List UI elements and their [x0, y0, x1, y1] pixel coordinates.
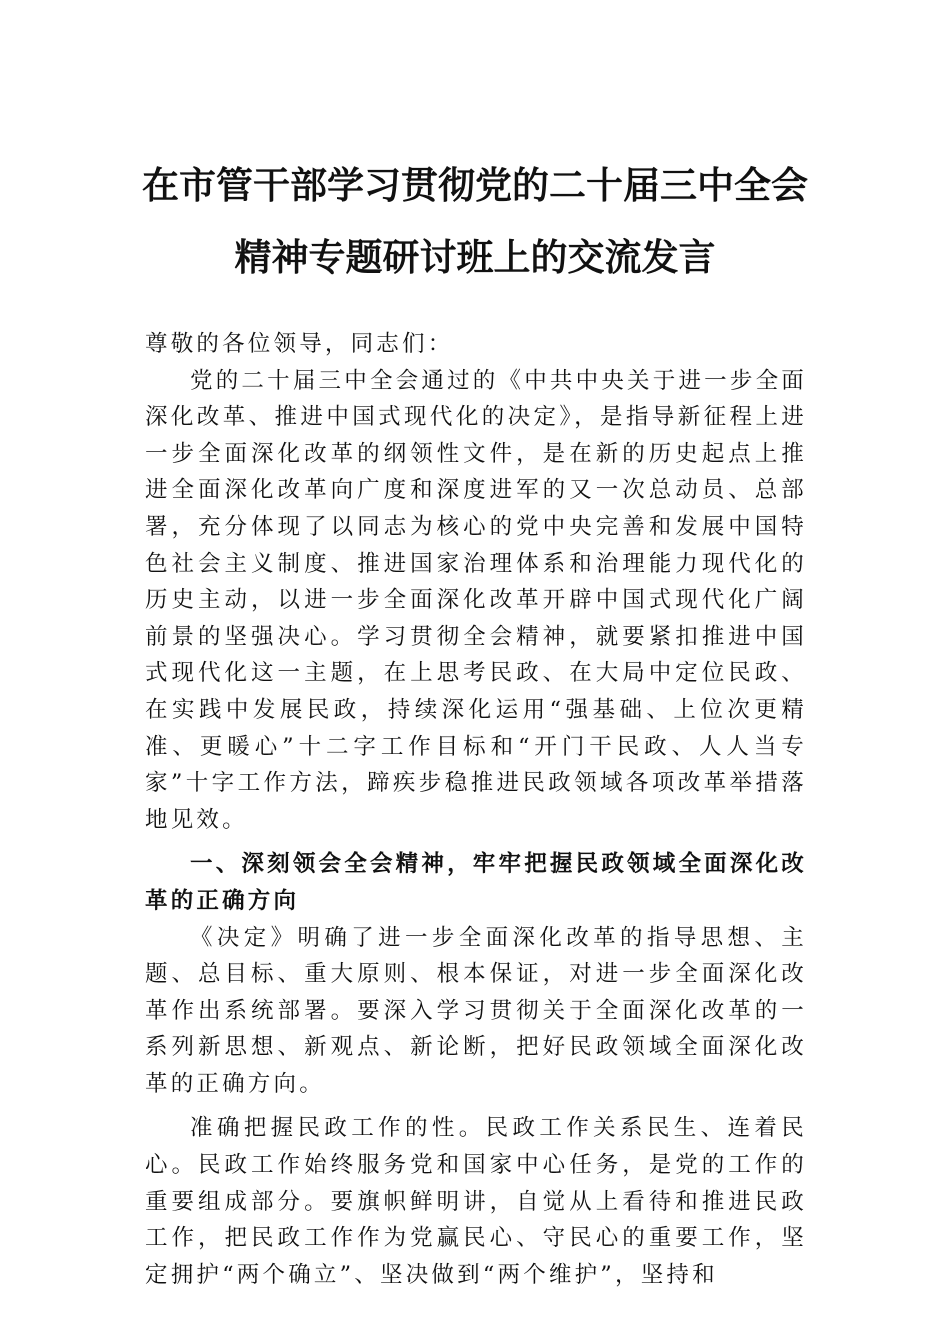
paragraph: 准确把握民政工作的性。民政工作关系民生、连着民心。民政工作始终服务党和国家中心任务，是党的工作的重要组成部分。要旗帜鲜明讲，自觉从上看待和推进民政工作，把民政工作作为党赢民心、守民心的重要工作，坚定拥护“两个确立”、坚决做到“两个维护”，坚持和 — [145, 1115, 807, 1288]
document-title-line2: 精神专题研讨班上的交流发言 — [234, 235, 716, 279]
paragraph: 党的二十届三中全会通过的《中共中央关于进一步全面深化改革、推进中国式现代化的决定》，是指导新征程上进一步全面深化改革的纲领性文件，是在新的历史起点上推进全面深化改革向广度和深度进军的又一次总动员、总部署，充分体现了以同志为核心的党中央完善和发展中国特色社会主义制度、推进国家治理体系和治理能力现代化的历史主动，以进一步全面深化改革开辟中国式现代化广阔前景的坚强决心。学习贯彻全会精神，就要紧扣推进中国式现代化这一主题，在上思考民政、在大局中定位民政、在实践中发展民政，持续深化运用“强基础、上位次更精准、更暖心”十二字工作目标和“开门干民政、人人当专家”十字工作方法，蹄疾步稳推进民政领域各项改革举措落地见效。 — [145, 367, 807, 833]
salutation: 尊敬的各位领导，同志们： — [145, 331, 454, 357]
document-title-line1: 在市管干部学习贯彻党的二十届三中全会 — [142, 163, 808, 207]
section-heading: 一、深刻领会全会精神，牢牢把握民政领域全面深化改革的正确方向 — [145, 851, 807, 914]
paragraph: 《决定》明确了进一步全面深化改革的指导思想、主题、总目标、重大原则、根本保证，对进一步全面深化改革作出系统部署。要深入学习贯彻关于全面深化改革的一系列新思想、新观点、新论断，把好民政领域全面深化改革的正确方向。 — [145, 924, 807, 1097]
document-body — [145, 326, 807, 1293]
